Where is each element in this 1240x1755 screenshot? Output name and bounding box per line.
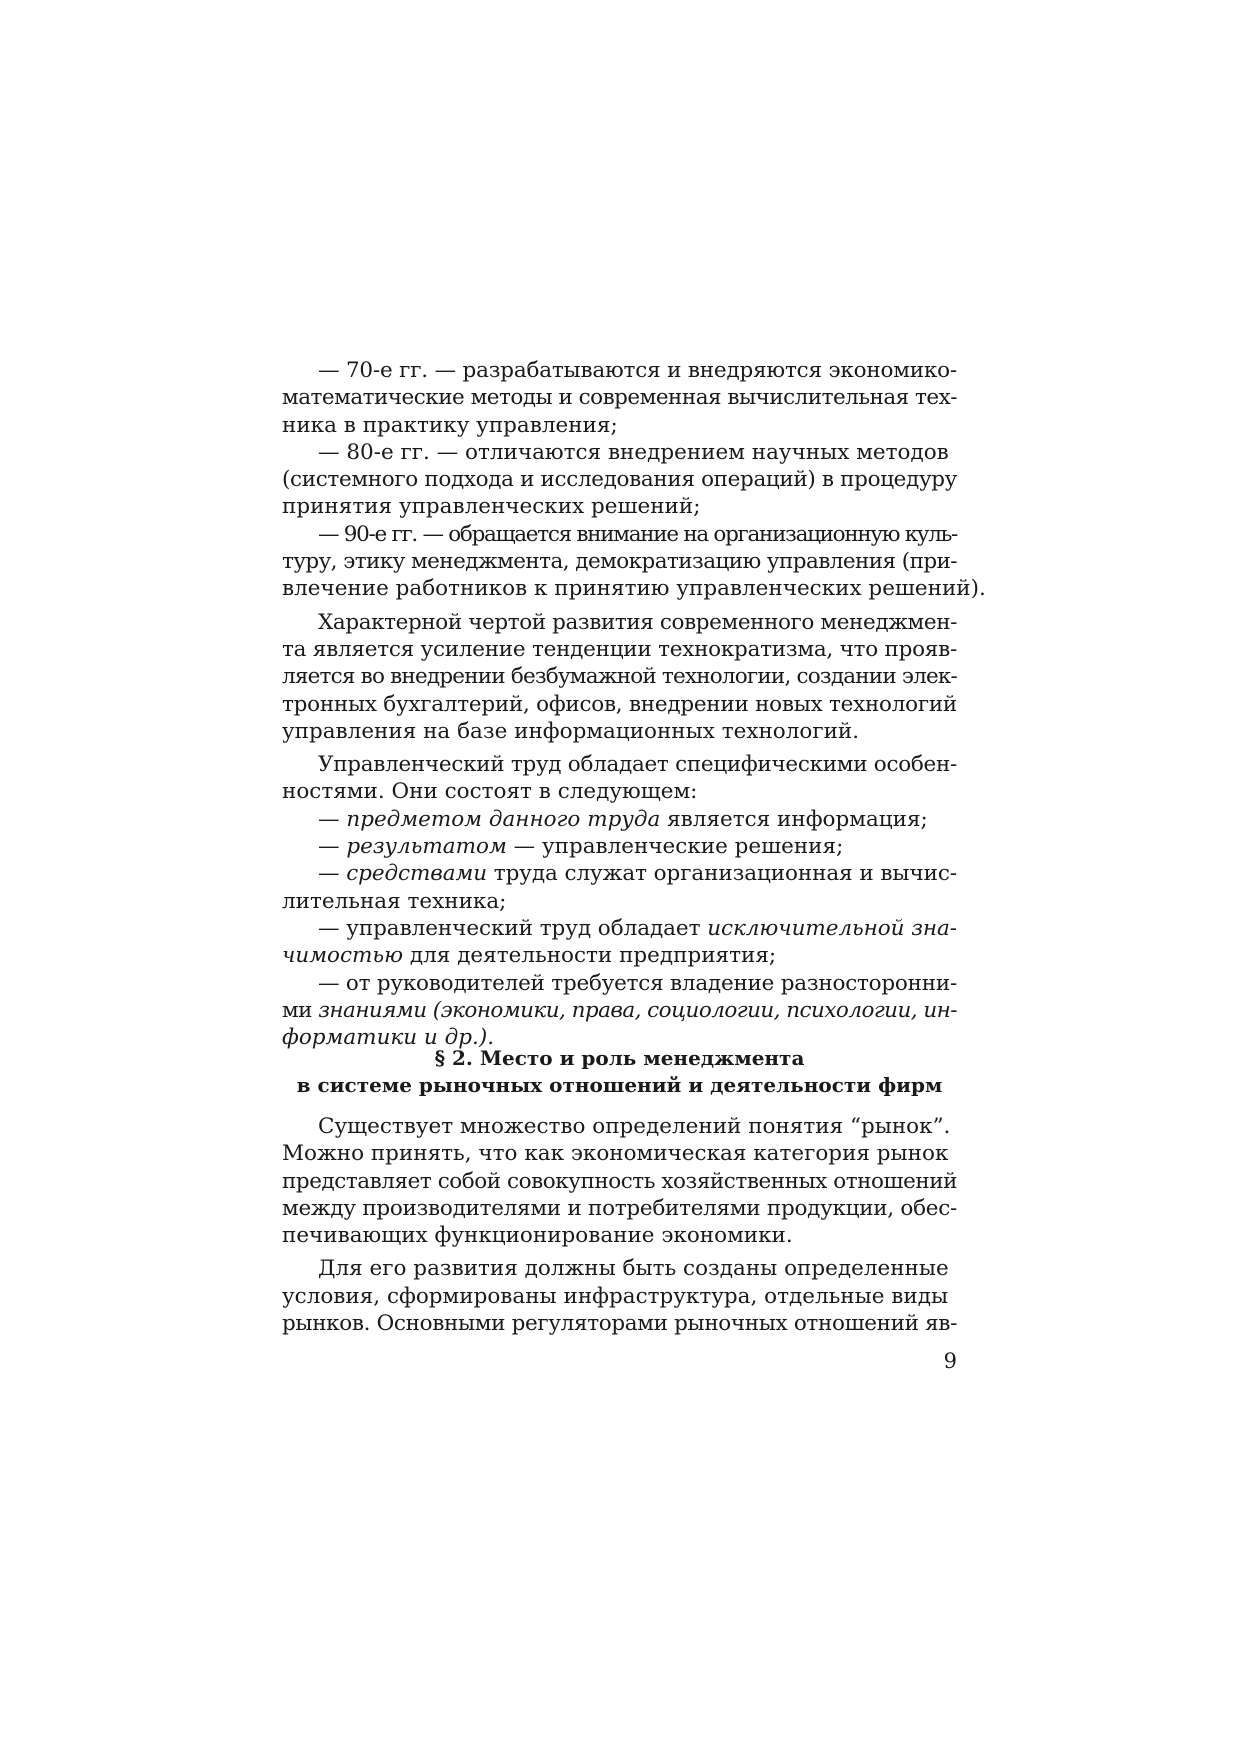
text-line [282,575,986,602]
italic-text: исключительной зна- [707,915,957,941]
text-run: тронных бухгалтерий, офисов, внедрении новых технологий [282,691,957,717]
text-line [282,970,957,997]
text-run: математические методы и современная вычислительная тех- [282,385,957,411]
text-line [282,663,957,690]
section-heading-line-1: § 2. Место и роль менеджмента [434,1046,805,1070]
page-number: 9 [943,1349,957,1373]
text-run: Можно принять, что как экономическая категория рынок [282,1141,949,1167]
text-run: та является усиление тенденции технократизма, что прояв- [282,636,957,662]
text-line [282,548,957,575]
text-line [282,942,957,969]
text-run: Управленческий труд обладает специфическими особен- [318,752,957,778]
italic-text: форматики и др.). [282,1025,495,1051]
text-line [282,1140,957,1167]
text-run: труда служат организационная и вычис- [487,861,957,887]
text-line [282,888,957,915]
text-run: — [318,861,347,887]
text-line [282,751,957,778]
italic-text: знаниями (экономики, права, социологии, психологии, ин- [318,997,957,1023]
text-run: принятия управленческих решений; [282,494,701,520]
text-run: — [318,806,347,832]
text-run: управления на базе информационных технологий. [282,718,860,744]
text-run: — 90-е гг. — обращается внимание на организационную куль- [318,521,957,547]
body-text-top [282,357,986,1051]
text-line [282,384,957,411]
body-text-bottom [282,1113,957,1337]
text-line [282,915,957,942]
text-line [282,521,957,548]
text-line [282,1255,957,1282]
text-line [282,1113,957,1140]
text-run: — 70-е гг. — разрабатываются и внедряются экономико- [318,358,957,383]
text-line [282,833,957,860]
text-line [282,1310,957,1337]
text-line [282,412,957,439]
text-line [282,636,957,663]
text-run: — [318,834,347,860]
italic-text: предметом данного труда [346,806,661,832]
text-run: печивающих функционирование экономики. [282,1223,793,1249]
text-line [282,806,957,833]
text-line [282,1168,957,1195]
text-run: — от руководителей требуется владение разносторонни- [318,970,957,996]
text-run: рынков. Основными регуляторами рыночных отношений яв- [282,1311,957,1337]
text-line [282,493,957,520]
text-run: (системного подхода и исследования операций) в процедуру [282,467,957,493]
text-run: Характерной чертой развития современного менеджмен- [318,609,957,635]
italic-text: чимостью [282,943,404,969]
text-run: ника в практику управления; [282,412,618,438]
text-line [282,691,957,718]
text-run: влечение работников к принятию управленческих решений). [282,576,986,602]
text-run: — управленческий труд обладает [318,915,708,941]
italic-text: средствами [346,861,488,887]
text-run: Для его развития должны быть созданы определенные [318,1256,949,1282]
text-run: для деятельности предприятия; [403,943,777,969]
text-run: туру, этику менеджмента, демократизацию управления (при- [282,549,957,575]
text-run: условия, сформированы инфраструктура, отдельные виды [282,1283,949,1309]
text-run: Существует множество определений понятия “рынок”. [318,1114,951,1139]
text-run: — 80-е гг. — отличаются внедрением научных методов [318,439,949,465]
section-heading-line-2: в системе рыночных отношений и деятельности фирм [296,1073,943,1097]
text-line [282,778,957,805]
text-line [282,609,957,636]
text-line [282,1195,957,1222]
text-line [282,860,957,887]
text-line [282,1222,957,1249]
text-run: лительная техника; [282,888,507,914]
text-run: — управленческие решения; [506,834,844,860]
text-line [282,1283,957,1310]
text-run: между производителями и потребителями продукции, обес- [282,1195,957,1221]
text-line [282,466,957,493]
text-line [282,718,957,745]
text-run: ми [282,997,319,1023]
text-line [282,997,957,1024]
text-run: ляется во внедрении безбумажной технологии, создании элек- [282,664,957,690]
text-run: является информация; [660,806,928,832]
text-line [282,357,957,384]
text-run: ностями. Они состоят в следующем: [282,779,698,805]
text-line [282,439,957,466]
text-run: представляет собой совокупность хозяйственных отношений [282,1168,957,1194]
italic-text: результатом [346,834,507,860]
section-heading [282,1045,957,1099]
